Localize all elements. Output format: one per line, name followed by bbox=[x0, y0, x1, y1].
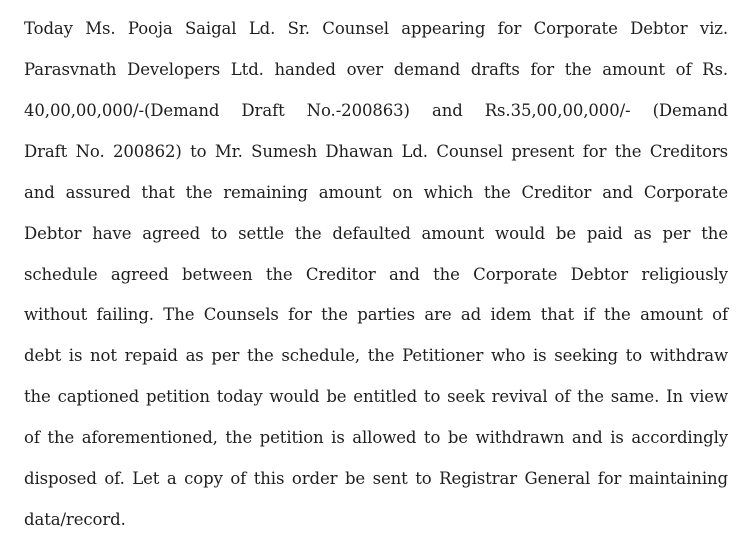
paragraph-line: Today Ms. Pooja Saigal Ld. Sr. Counsel appearing for Corporate Debtor viz. bbox=[24, 19, 728, 38]
paragraph-line: without failing. The Counsels for the parties are ad idem that if the amount of bbox=[24, 305, 728, 324]
paragraph-line: the captioned petition today would be entitled to seek revival of the same. In view bbox=[24, 387, 728, 406]
paragraph-line: debt is not repaid as per the schedule, the Petitioner who is seeking to withdraw bbox=[24, 346, 728, 365]
paragraph-line: schedule agreed between the Creditor and the Corporate Debtor religiously bbox=[24, 265, 728, 284]
paragraph-line: data/record. bbox=[24, 510, 126, 529]
paragraph-line: and assured that the remaining amount on which the Creditor and Corporate bbox=[24, 183, 728, 202]
paragraph-line: 40,00,00,000/-(Demand Draft No.-200863) and Rs.35,00,00,000/- (Demand bbox=[24, 101, 728, 120]
paragraph-line: disposed of. Let a copy of this order be sent to Registrar General for maintaining bbox=[24, 469, 728, 488]
paragraph-line: Parasvnath Developers Ltd. handed over demand drafts for the amount of Rs. bbox=[24, 60, 728, 79]
paragraph-line: Debtor have agreed to settle the defaulted amount would be paid as per the bbox=[24, 224, 728, 243]
paragraph-line: Draft No. 200862) to Mr. Sumesh Dhawan Ld. Counsel present for the Creditors bbox=[24, 142, 728, 161]
paragraph-line: of the aforementioned, the petition is allowed to be withdrawn and is accordingly bbox=[24, 428, 728, 447]
